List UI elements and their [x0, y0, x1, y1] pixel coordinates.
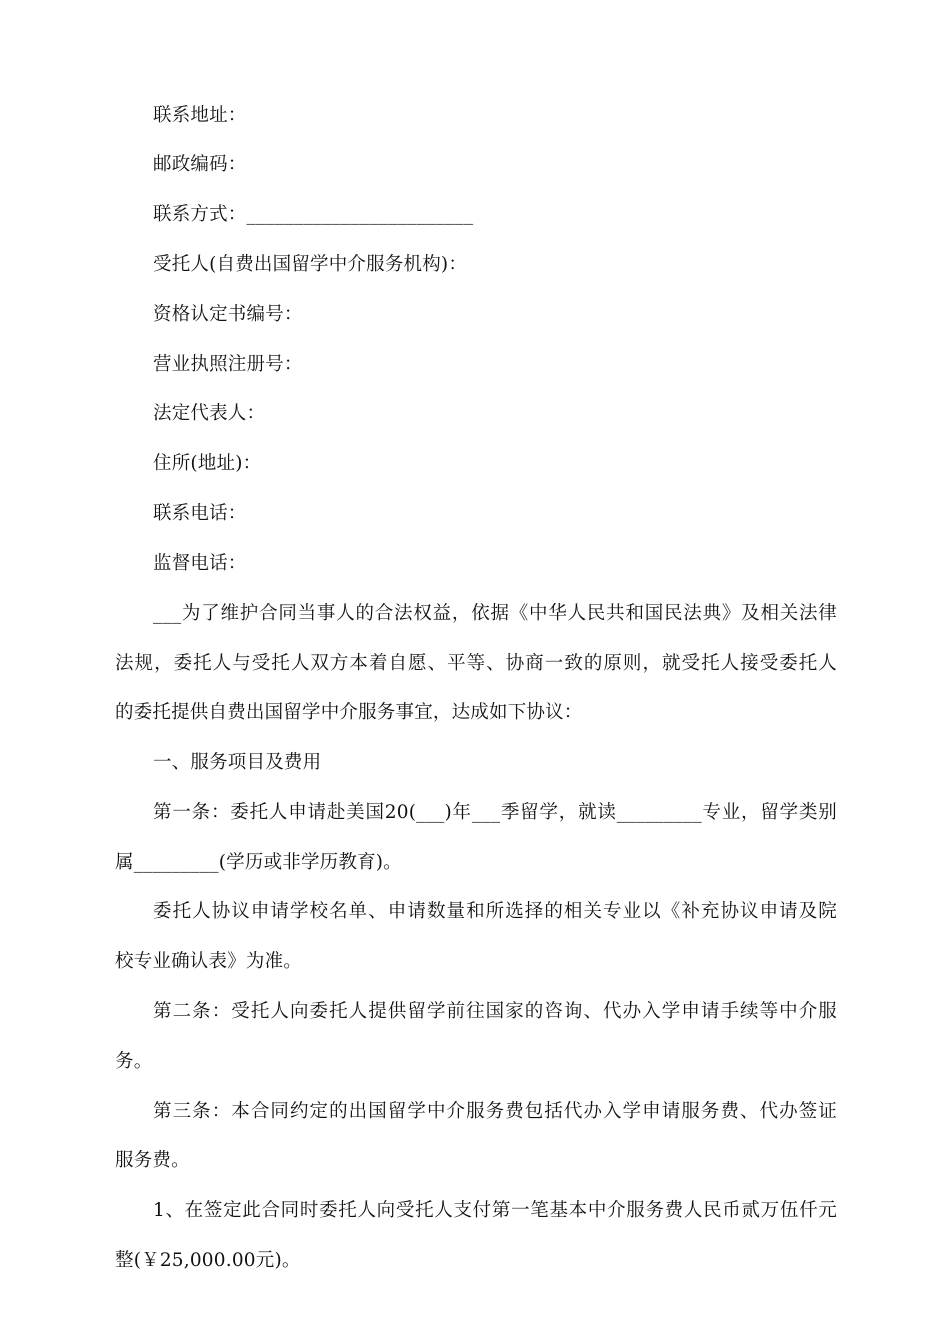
- contact-method-line: 联系方式：________________________: [153, 204, 474, 225]
- qualification-cert-line: 资格认定书编号：: [153, 304, 303, 325]
- contact-address-line: 联系地址：: [153, 105, 247, 126]
- article-2-line-1: 第二条：受托人向委托人提供留学前往国家的咨询、代办入学申请手续等中介服: [153, 1001, 837, 1022]
- article-3-line-1: 第三条：本合同约定的出国留学中介服务费包括代办入学申请服务费、代办签证: [153, 1101, 837, 1122]
- supervision-phone-line: 监督电话：: [153, 553, 247, 574]
- preamble-line-1: ___为了维护合同当事人的合法权益，依据《中华人民共和国民法典》及相关法律: [153, 603, 837, 624]
- section-heading-services: 一、服务项目及费用: [153, 752, 322, 773]
- postal-code-line: 邮政编码：: [153, 154, 247, 175]
- preamble-line-3: 的委托提供自费出国留学中介服务事宜，达成如下协议：: [115, 702, 583, 723]
- residence-address-line: 住所(地址)：: [153, 453, 262, 474]
- article-3-line-2: 服务费。: [115, 1150, 190, 1171]
- legal-representative-line: 法定代表人：: [153, 403, 266, 424]
- payment-item-1-line-2: 整(￥25,000.00元)。: [115, 1250, 301, 1271]
- article-1-line-2: 属_________(学历或非学历教育)。: [115, 852, 402, 873]
- preamble-line-2: 法规，委托人与受托人双方本着自愿、平等、协商一致的原则，就受托人接受委托人: [115, 653, 837, 674]
- trustee-heading-line: 受托人(自费出国留学中介服务机构)：: [153, 254, 468, 275]
- payment-item-1-line-1: 1、在签定此合同时委托人向受托人支付第一笔基本中介服务费人民币贰万伍仟元: [153, 1200, 837, 1221]
- school-list-line-1: 委托人协议申请学校名单、申请数量和所选择的相关专业以《补充协议申请及院: [153, 901, 837, 922]
- article-2-line-2: 务。: [115, 1051, 153, 1072]
- business-license-line: 营业执照注册号：: [153, 354, 303, 375]
- school-list-line-2: 校专业确认表》为准。: [115, 951, 303, 972]
- article-1-line-1: 第一条：委托人申请赴美国20(___)年___季留学，就读_________专业，留学类别: [153, 802, 837, 823]
- contact-phone-line: 联系电话：: [153, 503, 247, 524]
